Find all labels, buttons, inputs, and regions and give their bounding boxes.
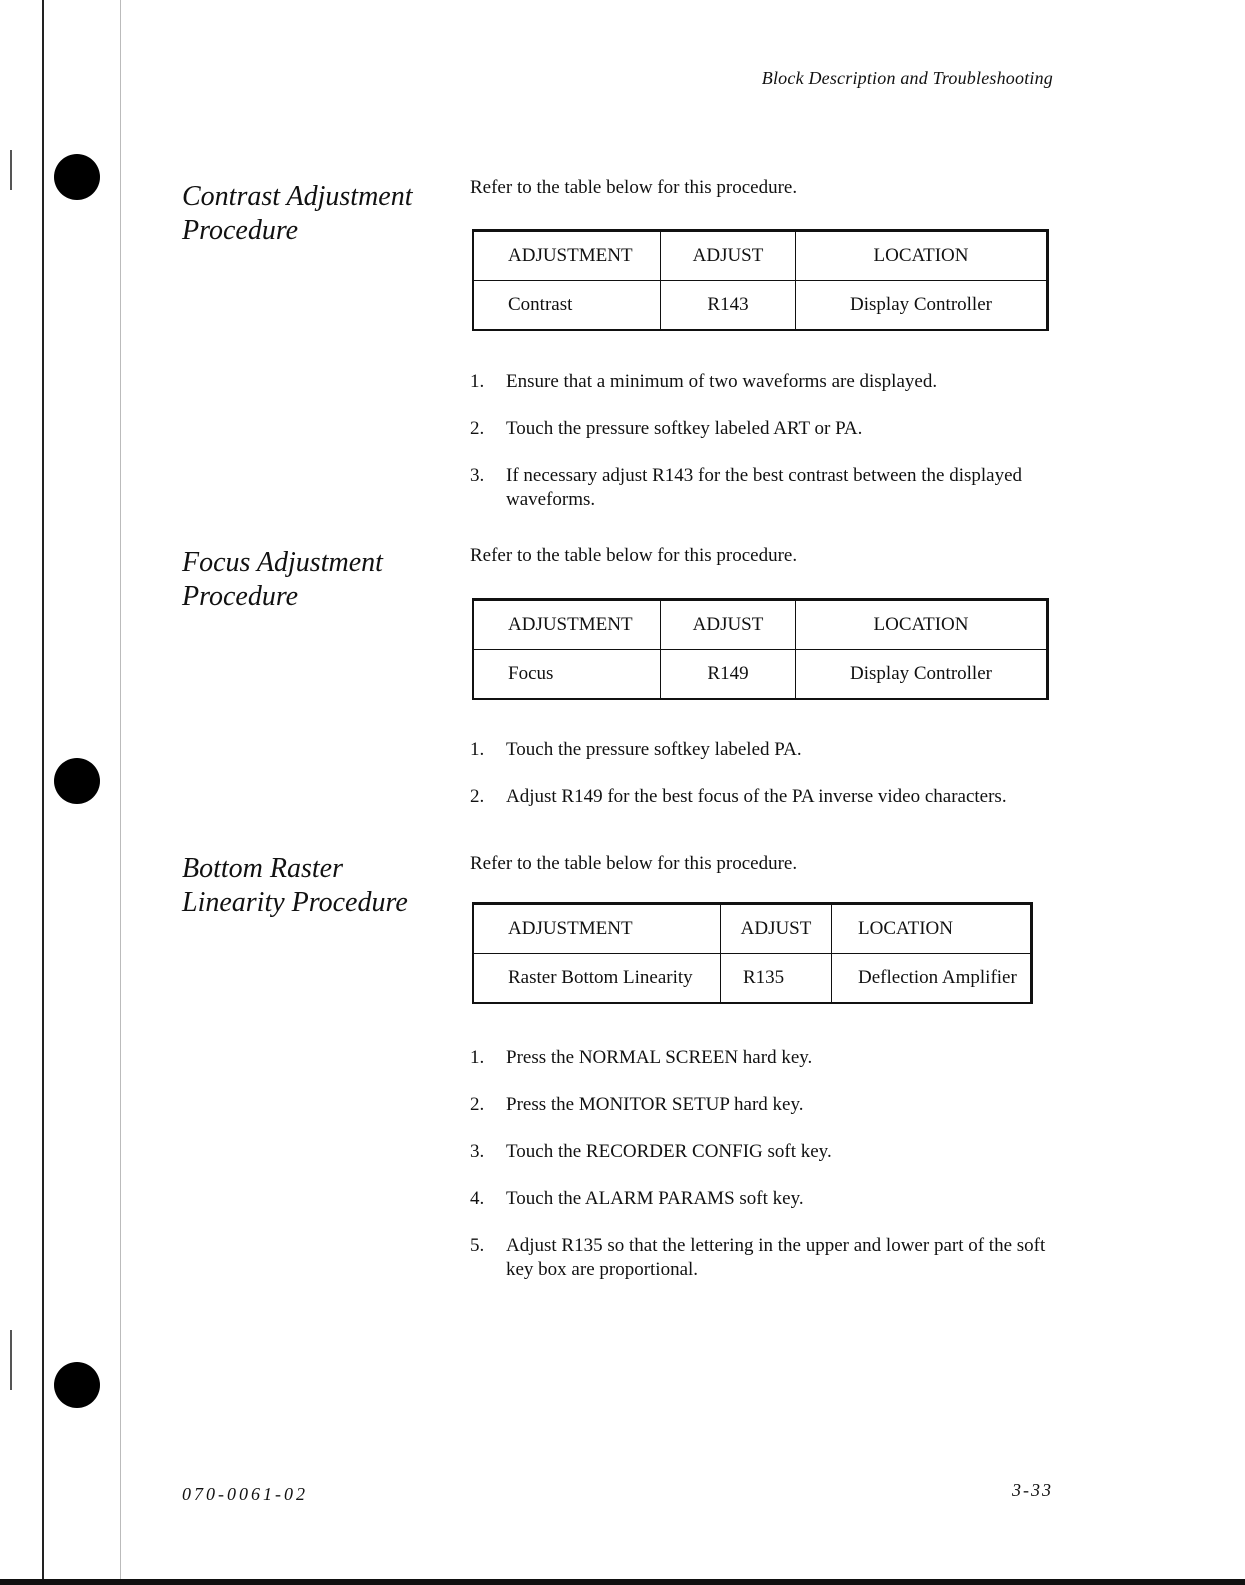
step-number: 2. [470, 786, 485, 807]
table-header-row [473, 231, 1048, 281]
header-location: LOCATION [832, 904, 1032, 954]
punch-hole [54, 758, 100, 804]
header-adjust: ADJUST [661, 600, 796, 650]
list-item [470, 370, 1060, 394]
step-text: Adjust R149 for the best focus of the PA inverse video characters. [506, 786, 1007, 807]
header-adjustment: ADJUSTMENT [473, 600, 661, 650]
cell-location: Display Controller [796, 281, 1048, 331]
step-number: 1. [470, 739, 485, 760]
header-adjust: ADJUST [721, 904, 832, 954]
step-text: Touch the pressure softkey labeled ART or PA. [506, 418, 863, 439]
cell-adjust: R149 [661, 650, 796, 700]
step-number: 4. [470, 1188, 485, 1209]
table-header-row [473, 600, 1048, 650]
cell-adjustment: Raster Bottom Linearity [473, 954, 721, 1004]
list-item [470, 1187, 1060, 1211]
punch-hole [54, 1362, 100, 1408]
list-item [470, 1234, 1060, 1282]
list-item [470, 1093, 1060, 1117]
step-text: Adjust R135 so that the lettering in the upper and lower part of the soft key box are proportional. [506, 1235, 1046, 1280]
document-number: 070-0061-02 [182, 1484, 308, 1504]
section-intro: Refer to the table below for this procedure. [470, 853, 798, 874]
list-item [470, 785, 1060, 809]
punch-hole [54, 154, 100, 200]
table-row [473, 954, 1032, 1004]
cell-adjustment: Focus [473, 650, 661, 700]
section-title-focus: Focus Adjustment Procedure [182, 547, 383, 612]
header-adjust: ADJUST [661, 231, 796, 281]
cell-adjust: R143 [661, 281, 796, 331]
step-number: 2. [470, 1094, 485, 1115]
list-item [470, 464, 1060, 512]
step-text: Touch the RECORDER CONFIG soft key. [506, 1141, 832, 1162]
step-number: 1. [470, 371, 485, 392]
section-intro: Refer to the table below for this procedure. [470, 177, 798, 198]
section-title-bottom-raster: Bottom Raster Linearity Procedure [182, 853, 408, 918]
adjustment-table-contrast [472, 229, 1049, 331]
step-text: Press the NORMAL SCREEN hard key. [506, 1047, 813, 1068]
step-number: 5. [470, 1235, 485, 1256]
header-adjustment: ADJUSTMENT [473, 904, 721, 954]
table-header-row [473, 904, 1032, 954]
table-row [473, 281, 1048, 331]
list-item [470, 738, 1060, 762]
running-head: Block Description and Troubleshooting [761, 68, 1053, 88]
adjustment-table-bottom-raster [472, 902, 1033, 1004]
adjustment-table-focus [472, 598, 1049, 700]
list-item [470, 417, 1060, 441]
cell-location: Display Controller [796, 650, 1048, 700]
scan-bottom-edge [0, 1579, 1245, 1585]
margin-line [120, 0, 121, 1585]
binding-line [42, 0, 44, 1585]
steps-list-focus [470, 738, 1060, 832]
header-location: LOCATION [796, 231, 1048, 281]
step-text: Ensure that a minimum of two waveforms are displayed. [506, 371, 938, 392]
header-location: LOCATION [796, 600, 1048, 650]
section-title-contrast: Contrast Adjustment Procedure [182, 181, 413, 246]
header-adjustment: ADJUSTMENT [473, 231, 661, 281]
cell-adjustment: Contrast [473, 281, 661, 331]
table-row [473, 650, 1048, 700]
page-number: 3-33 [1012, 1480, 1053, 1500]
scan-mark [10, 150, 12, 190]
section-intro: Refer to the table below for this procedure. [470, 545, 798, 566]
steps-list-bottom-raster [470, 1046, 1060, 1305]
step-number: 3. [470, 465, 485, 486]
step-text: Press the MONITOR SETUP hard key. [506, 1094, 804, 1115]
step-text: Touch the ALARM PARAMS soft key. [506, 1188, 804, 1209]
cell-adjust: R135 [721, 954, 832, 1004]
step-text: If necessary adjust R143 for the best contrast between the displayed waveforms. [506, 465, 1023, 510]
step-number: 2. [470, 418, 485, 439]
list-item [470, 1046, 1060, 1070]
scan-mark [10, 1330, 12, 1390]
step-number: 3. [470, 1141, 485, 1162]
list-item [470, 1140, 1060, 1164]
steps-list-contrast [470, 370, 1060, 535]
step-number: 1. [470, 1047, 485, 1068]
cell-location: Deflection Amplifier [832, 954, 1032, 1004]
step-text: Touch the pressure softkey labeled PA. [506, 739, 802, 760]
